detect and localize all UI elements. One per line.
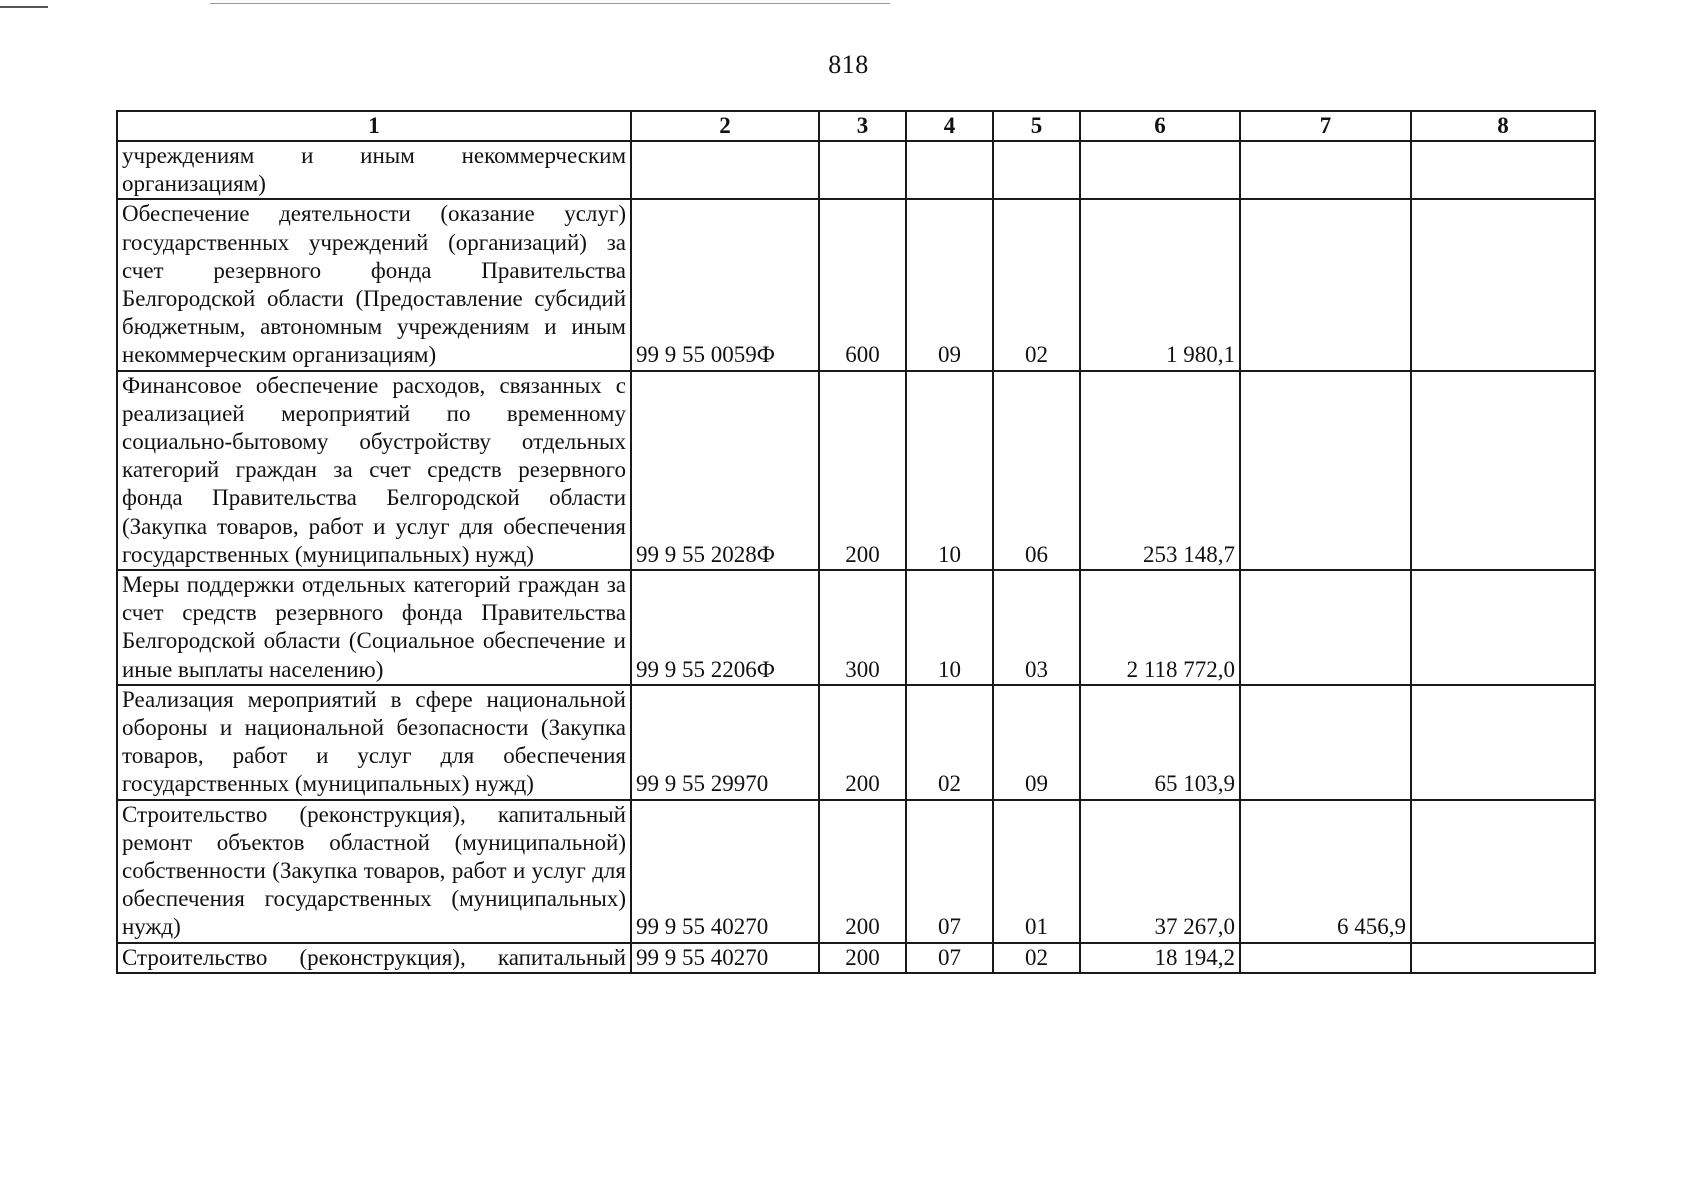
row-subsection: 03: [993, 570, 1080, 685]
table-row: [117, 943, 1595, 973]
row-amount: 2 118 772,0: [1080, 570, 1240, 685]
row-description: Строительство (реконструкция), капитальный: [117, 943, 631, 973]
row-section: [906, 141, 993, 199]
row-expense-type: 200: [819, 800, 906, 943]
row-code: 99 9 55 40270: [631, 943, 819, 973]
column-header-4: 4: [906, 111, 993, 141]
table-row: [117, 685, 1595, 800]
table-row: [117, 371, 1595, 570]
row-expense-type: 300: [819, 570, 906, 685]
row-expense-type: 200: [819, 943, 906, 973]
row-amount: 253 148,7: [1080, 371, 1240, 570]
row-code: 99 9 55 2028Ф: [631, 371, 819, 570]
scan-artifact-line-faint: [210, 3, 890, 4]
row-expense-type: [819, 141, 906, 199]
row-amount-col8: [1411, 199, 1595, 370]
row-description: Строительство (реконструкция), капитальный ремонт объектов областной (муниципальной) собственности (Закупка товаров, работ и услуг для обеспечения государственных (муниципальных) нужд): [117, 800, 631, 943]
header-row: [117, 111, 1595, 141]
row-code: 99 9 55 29970: [631, 685, 819, 800]
row-amount-col8: [1411, 943, 1595, 973]
row-description: учреждениям и иным некоммерческим организациям): [117, 141, 631, 199]
row-section: 09: [906, 199, 993, 370]
row-amount-col8: [1411, 685, 1595, 800]
row-amount-col8: [1411, 371, 1595, 570]
row-expense-type: 600: [819, 199, 906, 370]
row-amount-col7: [1240, 199, 1411, 370]
row-section: 10: [906, 570, 993, 685]
row-description: Реализация мероприятий в сфере национальной обороны и национальной безопасности (Закупка товаров, работ и услуг для обеспечения государственных (муниципальных) нужд): [117, 685, 631, 800]
column-header-6: 6: [1080, 111, 1240, 141]
row-code: [631, 141, 819, 199]
row-amount: 37 267,0: [1080, 800, 1240, 943]
row-amount: [1080, 141, 1240, 199]
table-row: [117, 199, 1595, 370]
row-subsection: 01: [993, 800, 1080, 943]
row-code: 99 9 55 2206Ф: [631, 570, 819, 685]
row-section: 10: [906, 371, 993, 570]
row-amount-col8: [1411, 800, 1595, 943]
column-header-3: 3: [819, 111, 906, 141]
row-amount: 18 194,2: [1080, 943, 1240, 973]
column-header-7: 7: [1240, 111, 1411, 141]
row-amount: 65 103,9: [1080, 685, 1240, 800]
row-subsection: 02: [993, 943, 1080, 973]
table-row: [117, 800, 1595, 943]
table-row: [117, 570, 1595, 685]
row-amount: 1 980,1: [1080, 199, 1240, 370]
page-number: 818: [828, 50, 869, 79]
row-expense-type: 200: [819, 685, 906, 800]
scan-artifact-line: [0, 6, 48, 8]
table-row: [117, 141, 1595, 199]
row-amount-col7: [1240, 141, 1411, 199]
row-amount-col7: 6 456,9: [1240, 800, 1411, 943]
row-section: 07: [906, 800, 993, 943]
row-description: Меры поддержки отдельных категорий граждан за счет средств резервного фонда Правительства Белгородской области (Социальное обеспечение и иные выплаты населению): [117, 570, 631, 685]
row-section: 07: [906, 943, 993, 973]
column-header-8: 8: [1411, 111, 1595, 141]
row-subsection: 06: [993, 371, 1080, 570]
row-amount-col7: [1240, 570, 1411, 685]
budget-table: [116, 110, 1596, 974]
row-description: Обеспечение деятельности (оказание услуг) государственных учреждений (организаций) за счет резервного фонда Правительства Белгородской области (Предоставление субсидий бюджетным, автономным учреждениям и иным некоммерческим организациям): [117, 199, 631, 370]
column-header-1: 1: [117, 111, 631, 141]
row-subsection: 09: [993, 685, 1080, 800]
row-amount-col8: [1411, 141, 1595, 199]
row-amount-col7: [1240, 943, 1411, 973]
column-header-5: 5: [993, 111, 1080, 141]
row-subsection: 02: [993, 199, 1080, 370]
row-expense-type: 200: [819, 371, 906, 570]
column-header-2: 2: [631, 111, 819, 141]
row-amount-col8: [1411, 570, 1595, 685]
row-amount-col7: [1240, 685, 1411, 800]
row-section: 02: [906, 685, 993, 800]
row-description: Финансовое обеспечение расходов, связанных с реализацией мероприятий по временному социально-бытовому обустройству отдельных категорий граждан за счет средств резервного фонда Правительства Белгородской области (Закупка товаров, работ и услуг для обеспечения государственных (муниципальных) нужд): [117, 371, 631, 570]
row-code: 99 9 55 0059Ф: [631, 199, 819, 370]
row-subsection: [993, 141, 1080, 199]
row-code: 99 9 55 40270: [631, 800, 819, 943]
row-amount-col7: [1240, 371, 1411, 570]
